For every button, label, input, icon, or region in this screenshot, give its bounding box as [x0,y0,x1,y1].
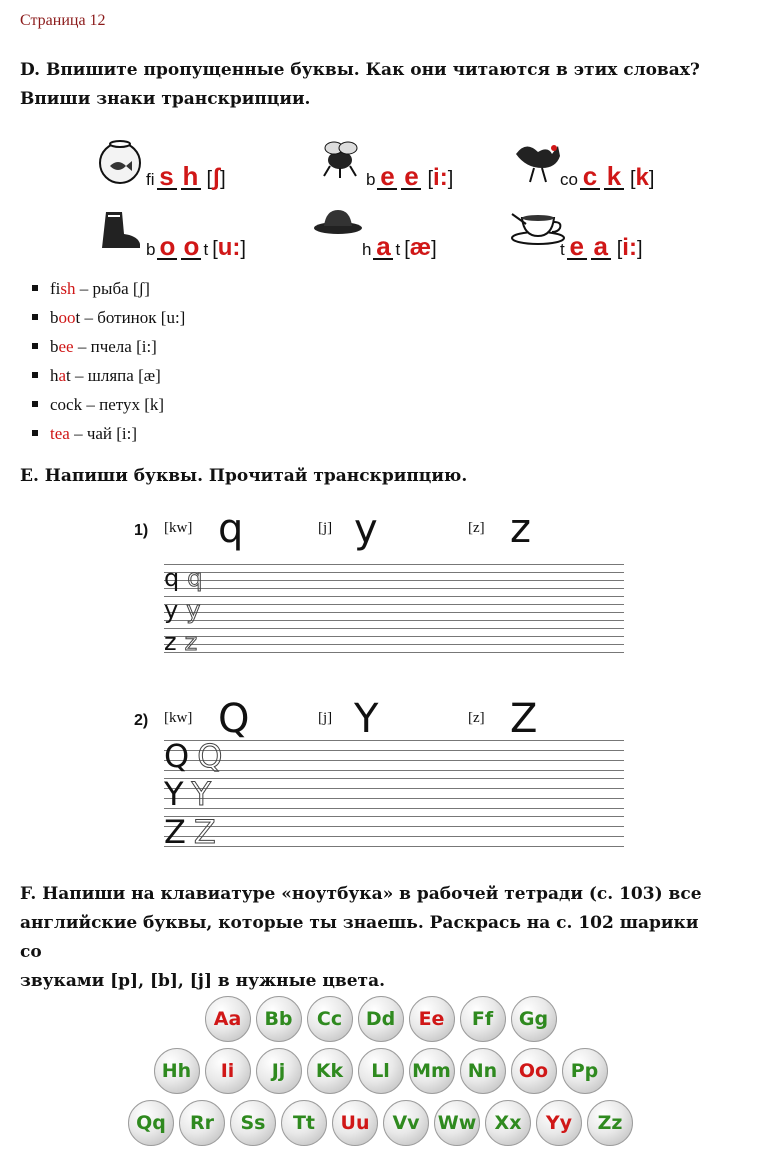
letter-ball: Dd [358,996,404,1042]
letter-ball: Xx [485,1100,531,1146]
exercise-f-heading [20,880,720,996]
transcription-symbol: æ [409,234,432,261]
word-with-gaps [560,161,655,192]
sample-letter: Q [218,696,250,742]
letter-ball: Kk [307,1048,353,1094]
letter-ball: Qq [128,1100,174,1146]
practice-letter: Y Y [164,775,212,813]
transcription: [u:] [212,234,246,261]
transcription: [ʃ] [206,164,226,191]
practice-letter: z z [164,628,198,656]
sample-letter: z [510,506,531,552]
word-prefix: fi [146,170,155,189]
filled-letter: o [157,234,177,260]
filled-letter: e [377,164,397,190]
word-with-gaps [146,161,226,192]
exercise-d-heading [20,56,720,114]
word-with-gaps [146,231,246,262]
practice-letter: q q [164,564,203,592]
vocab-item: tea – чай [i:] [32,419,185,448]
vocabulary-list [32,274,185,448]
exercise-f-heading-line2: английские буквы, которые ты знаешь. Раскрась на с. 102 шарики со [20,913,699,962]
vocab-item: hat – шляпа [æ] [32,361,185,390]
word-prefix: h [362,240,372,259]
block-number: 1) [134,522,149,539]
highlighted-letters: ee [58,337,74,356]
sample-letter: y [354,506,378,552]
letter-ball: Oo [511,1048,557,1094]
transcription-label: [z] [468,520,485,536]
word-prefix: co [560,170,578,189]
page-label: Страница 12 [20,12,106,29]
letter-ball: Zz [587,1100,633,1146]
letter-ball: Jj [256,1048,302,1094]
letter-ball: Cc [307,996,353,1042]
highlighted-letters: tea [50,424,70,443]
letter-ball: Hh [154,1048,200,1094]
letter-ball: Nn [460,1048,506,1094]
sample-letter: q [218,506,244,552]
filled-letter: a [373,234,393,260]
word-with-gaps [366,161,454,192]
exercise-d-heading-line2: Впиши знаки транскрипции. [20,89,311,109]
writing-block-1 [134,506,624,670]
filled-letter: s [157,164,177,190]
sample-letter: Y [354,696,379,742]
exercise-f-heading-line3: звуками [p], [b], [j] в нужные цвета. [20,971,386,991]
word-suffix: t [203,240,209,259]
word-prefix: t [560,240,565,259]
transcription-label: [z] [468,710,485,726]
transcription: [i:] [616,234,643,261]
block-number: 2) [134,712,149,729]
transcription: [i:] [427,164,454,191]
filled-letter: o [181,234,201,260]
letter-ball: Ii [205,1048,251,1094]
transcription-symbol: i: [433,164,448,191]
letter-ball: Ll [358,1048,404,1094]
letter-ball: Ff [460,996,506,1042]
filled-letter: h [181,164,201,190]
highlighted-letters: sh [60,279,76,298]
transcription-symbol: u: [217,234,241,261]
word-with-gaps [560,231,643,262]
highlighted-letters: a [58,366,67,385]
filled-letter: k [604,164,624,190]
letter-ball: Bb [256,996,302,1042]
transcription-label: [kw] [164,710,193,726]
practice-letter: Q Q [164,737,223,775]
vocab-item: fish – рыба [ʃ] [32,274,185,303]
transcription: [k] [629,164,655,191]
transcription: [æ] [404,234,437,261]
letter-ball: Uu [332,1100,378,1146]
vocab-item: cock – петух [k] [32,390,185,419]
sample-letter: Z [510,696,538,742]
filled-letter: a [591,234,611,260]
transcription-label: [j] [318,710,333,726]
filled-letter: e [401,164,421,190]
vocab-item: boot – ботинок [u:] [32,303,185,332]
practice-letter: y y [164,596,201,624]
word-with-gaps [362,231,437,262]
word-prefix: b [366,170,376,189]
exercise-d-heading-line1: D. Впишите пропущенные буквы. Как они читаются в этих словах? [20,60,700,80]
letter-ball: Vv [383,1100,429,1146]
transcription-symbol: k [635,164,649,191]
writing-block-2 [134,696,624,860]
letter-ball: Tt [281,1100,327,1146]
letter-ball: Ee [409,996,455,1042]
transcription-symbol: ʃ [212,164,221,191]
letter-ball: Ww [434,1100,480,1146]
transcription-symbol: i: [622,234,637,261]
exercise-e-heading: E. Напиши буквы. Прочитай транскрипцию. [20,466,468,486]
letter-ball: Yy [536,1100,582,1146]
vocab-item: bee – пчела [i:] [32,332,185,361]
transcription-label: [kw] [164,520,193,536]
filled-letter: c [580,164,600,190]
transcription-label: [j] [318,520,333,536]
exercise-f-heading-line1: F. Напиши на клавиатуре «ноутбука» в рабочей тетради (с. 103) все [20,884,702,904]
word-prefix: b [146,240,156,259]
highlighted-letters: oo [58,308,76,327]
letter-ball: Pp [562,1048,608,1094]
word-suffix: t [395,240,401,259]
letter-ball: Rr [179,1100,225,1146]
letter-ball: Mm [409,1048,455,1094]
practice-letter: Z Z [164,813,216,851]
filled-letter: e [567,234,587,260]
letter-ball: Gg [511,996,557,1042]
letter-ball: Ss [230,1100,276,1146]
letter-ball: Aa [205,996,251,1042]
